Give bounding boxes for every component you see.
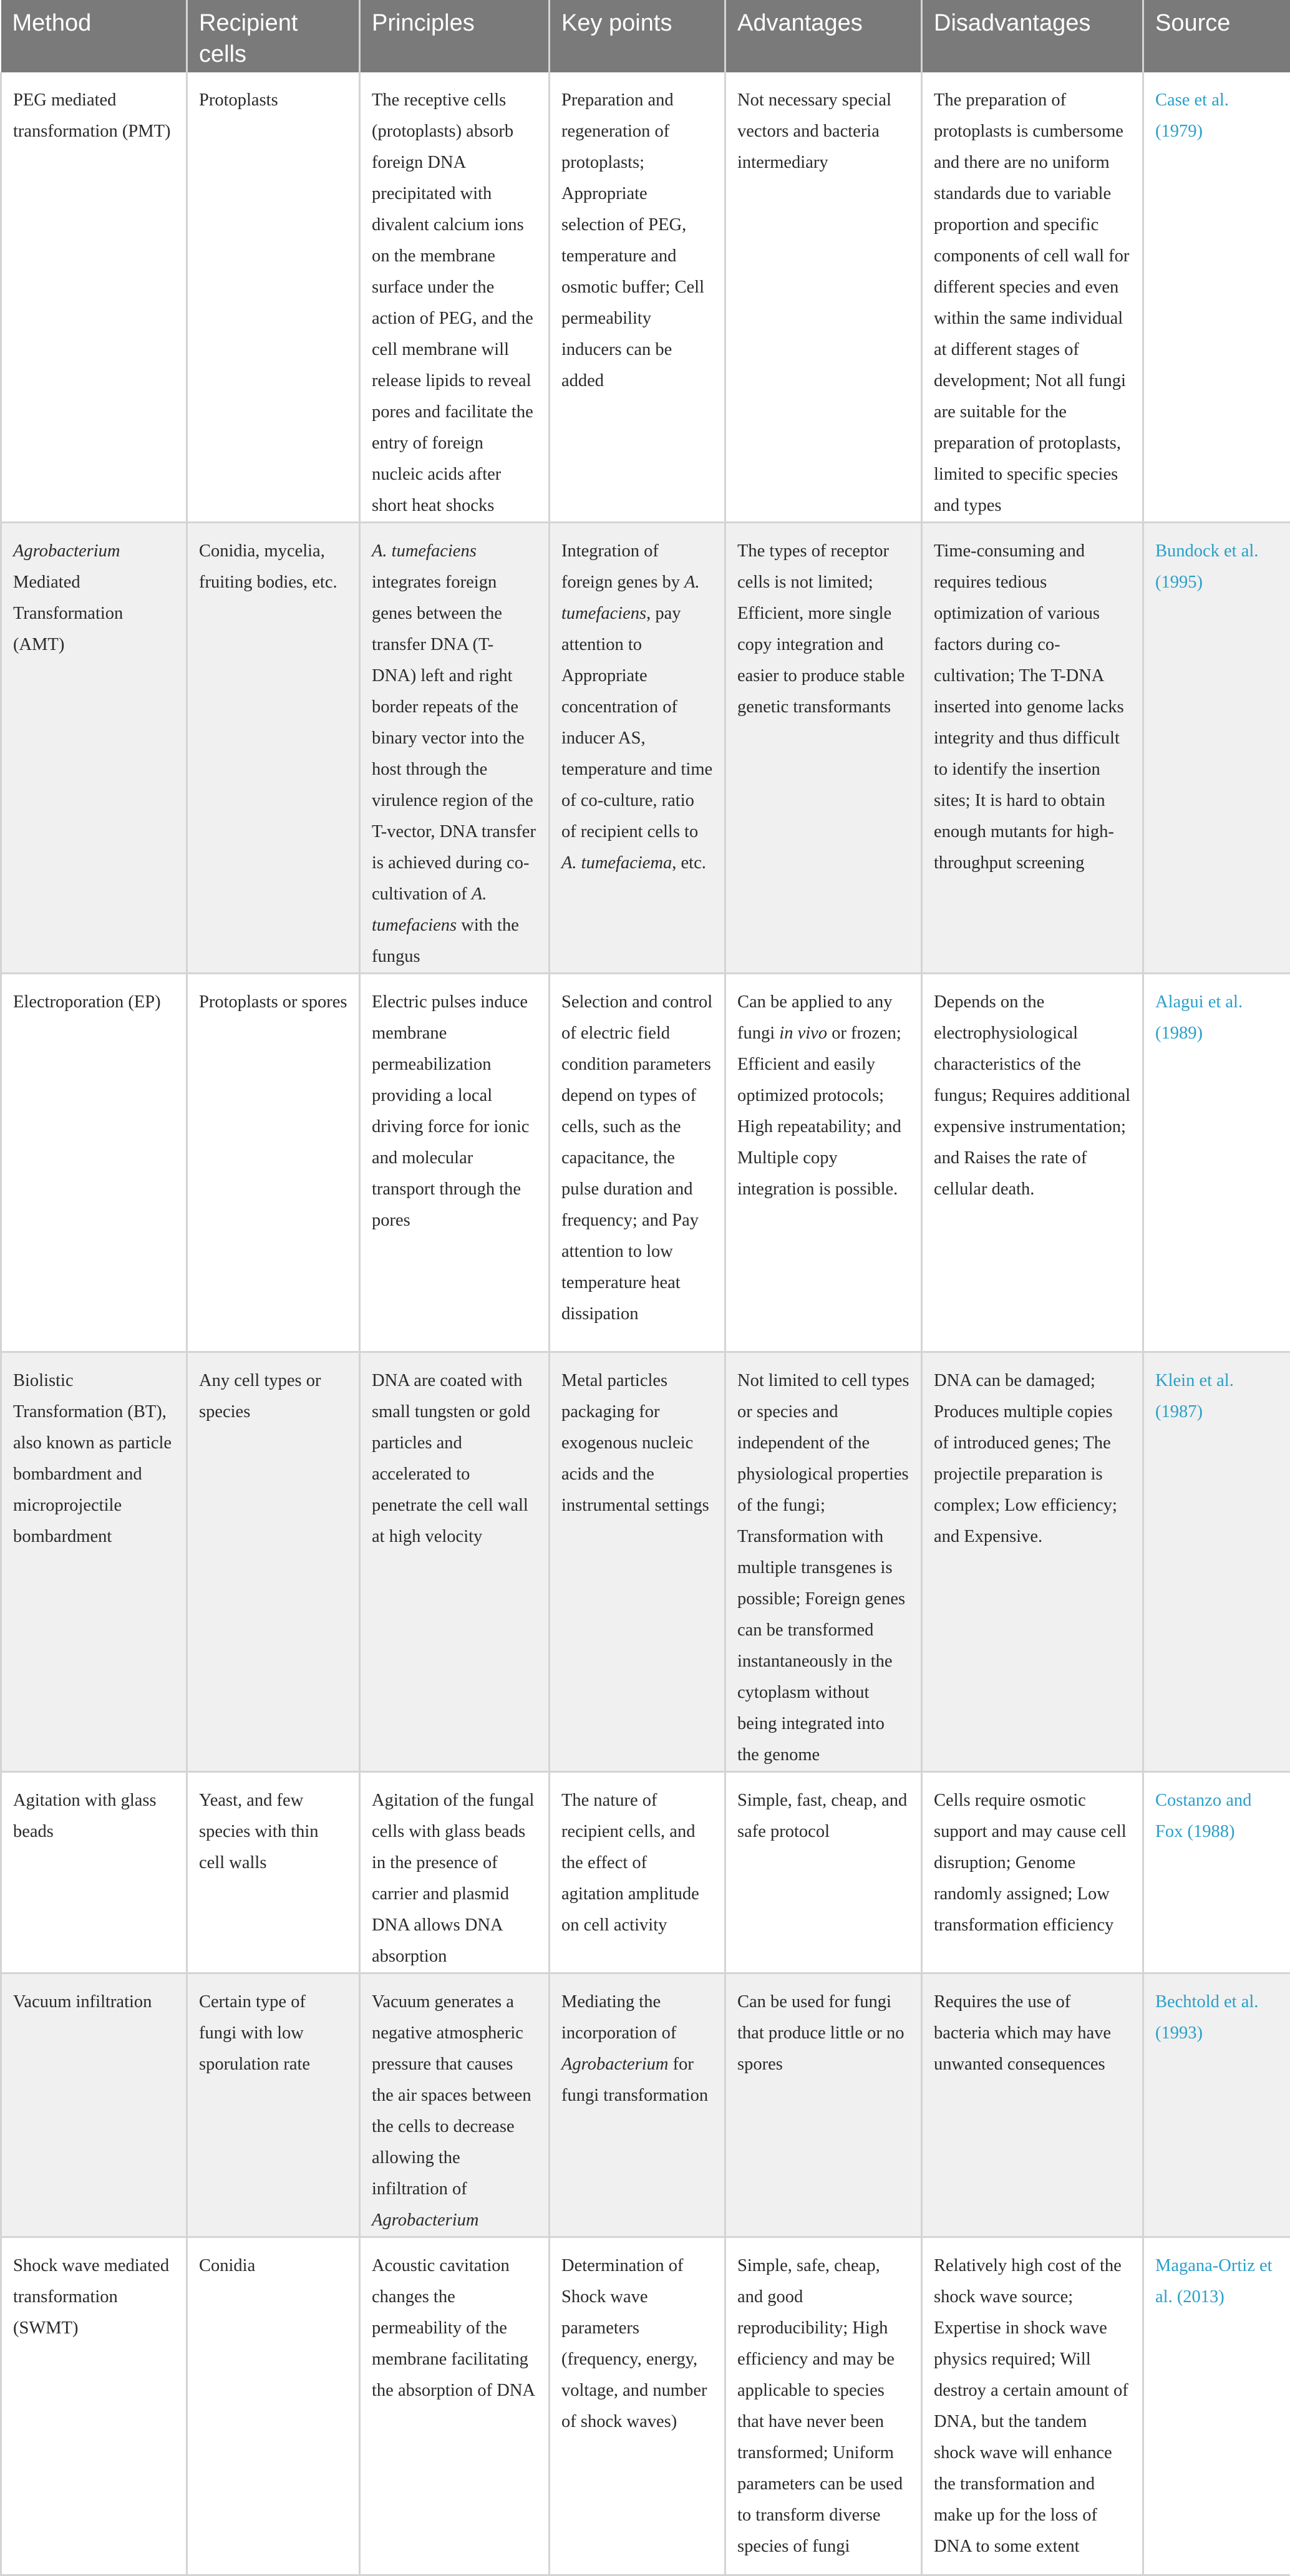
cell-text: Mediating the incorporation of <box>561 1992 676 2043</box>
advantages-cell <box>725 523 922 974</box>
table-header <box>1 0 1290 72</box>
recipient-cells-cell <box>187 974 360 1352</box>
principles-cell <box>360 1352 550 1772</box>
cell-text: Integration of foreign genes by <box>561 541 684 592</box>
cell-text: Biolistic Transformation (BT), also known as particle bombardment and microprojectile bombardment <box>13 1371 172 1546</box>
method-cell <box>1 72 187 523</box>
cell-text: PEG mediated transformation (PMT) <box>13 90 171 141</box>
table-row <box>1 1772 1290 1973</box>
method-cell <box>1 1772 187 1973</box>
method-cell <box>1 1352 187 1772</box>
italic-text: A. tumefaciens <box>372 884 487 935</box>
source-cell <box>1143 1352 1290 1772</box>
cell-text: DNA are coated with small tungsten or gold particles and accelerated to penetrate the cell wall at high velocity <box>372 1371 530 1546</box>
source-citation-link[interactable]: Bundock et al. (1995) <box>1155 541 1258 592</box>
advantages-cell <box>725 1973 922 2237</box>
disadvantages-cell <box>922 1973 1143 2237</box>
cell-text: Electroporation (EP) <box>13 992 161 1012</box>
cell-text: with the fungus <box>372 916 519 966</box>
disadvantages-cell <box>922 1352 1143 1772</box>
cell-text: DNA can be damaged; Produces multiple copies of introduced genes; The projectile preparation is complex; Low efficiency; and Expensive. <box>934 1371 1117 1546</box>
principles-cell <box>360 2237 550 2575</box>
advantages-cell <box>725 974 922 1352</box>
cell-text: Not limited to cell types or species and independent of the physiological properties of the fungi; Transformation with multiple transgenes is possible; Foreign genes can be transformed instantaneously in the cytoplasm without being integrated into the genome <box>737 1371 909 1765</box>
cell-text: Preparation and regeneration of protoplasts; Appropriate selection of PEG, temperature and osmotic buffer; Cell permeability inducers can be added <box>561 90 704 390</box>
header-key-points: Key points <box>550 0 725 72</box>
advantages-cell <box>725 1352 922 1772</box>
cell-text: Simple, fast, cheap, and safe protocol <box>737 1791 907 1841</box>
recipient-cells-cell <box>187 2237 360 2575</box>
disadvantages-cell <box>922 2237 1143 2575</box>
italic-text: in vivo <box>779 1024 827 1043</box>
source-cell <box>1143 1973 1290 2237</box>
principles-cell <box>360 523 550 974</box>
recipient-cells-cell <box>187 523 360 974</box>
key-points-cell <box>550 974 725 1352</box>
header-row <box>1 0 1290 72</box>
recipient-cells-cell <box>187 1772 360 1973</box>
cell-text: Protoplasts <box>199 90 278 110</box>
cell-text: The receptive cells (protoplasts) absorb foreign DNA precipitated with divalent calcium ions on the membrane surface under the action of PEG, and the cell membrane will release lipids to reveal pores and facilitate the entry of foreign nucleic acids after short heat shocks <box>372 90 533 515</box>
cell-text: Not necessary special vectors and bacteria intermediary <box>737 90 891 172</box>
header-principles: Principles <box>360 0 550 72</box>
table-row <box>1 974 1290 1352</box>
principles-cell <box>360 72 550 523</box>
header-method: Method <box>1 0 187 72</box>
source-cell <box>1143 72 1290 523</box>
cell-text: Conidia <box>199 2256 255 2275</box>
cell-text: Mediated Transformation (AMT) <box>13 573 123 654</box>
italic-text: Agrobacterium <box>561 2055 669 2074</box>
cell-text: Yeast, and few species with thin cell walls <box>199 1791 319 1872</box>
header-source: Source <box>1143 0 1290 72</box>
advantages-cell <box>725 1772 922 1973</box>
cell-text: Electric pulses induce membrane permeabilization providing a local driving force for ionic and molecular transport through the pores <box>372 992 529 1230</box>
principles-cell <box>360 1772 550 1973</box>
method-cell <box>1 1973 187 2237</box>
source-citation-link[interactable]: Klein et al. (1987) <box>1155 1371 1234 1421</box>
cell-text: Requires the use of bacteria which may have unwanted consequences <box>934 1992 1111 2074</box>
header-disadvantages: Disadvantages <box>922 0 1143 72</box>
cell-text: The types of receptor cells is not limited; Efficient, more single copy integration and easier to produce stable genetic transformants <box>737 541 904 717</box>
recipient-cells-cell <box>187 1973 360 2237</box>
recipient-cells-cell <box>187 1352 360 1772</box>
cell-text: Vacuum generates a negative atmospheric pressure that causes the air spaces between the cells to decrease allowing the infiltration of <box>372 1992 531 2199</box>
source-cell <box>1143 974 1290 1352</box>
disadvantages-cell <box>922 974 1143 1352</box>
cell-text: Acoustic cavitation changes the permeability of the membrane facilitating the absorption of DNA <box>372 2256 535 2400</box>
key-points-cell <box>550 1352 725 1772</box>
cell-text: Metal particles packaging for exogenous nucleic acids and the instrumental settings <box>561 1371 709 1515</box>
table-row <box>1 1352 1290 1772</box>
cell-text: Selection and control of electric field condition parameters depend on types of cells, such as the capacitance, the pulse duration and frequency; and Pay attention to low temperature heat dissipation <box>561 992 712 1324</box>
advantages-cell <box>725 72 922 523</box>
cell-text: Conidia, mycelia, fruiting bodies, etc. <box>199 541 337 592</box>
italic-text: A. tumefaciens <box>561 573 700 623</box>
key-points-cell <box>550 1973 725 2237</box>
header-advantages: Advantages <box>725 0 922 72</box>
table-row <box>1 2237 1290 2575</box>
source-cell <box>1143 523 1290 974</box>
table-row <box>1 1973 1290 2237</box>
cell-text: Protoplasts or spores <box>199 992 347 1012</box>
key-points-cell <box>550 72 725 523</box>
cell-text: Cells require osmotic support and may cause cell disruption; Genome randomly assigned; Low transformation efficiency <box>934 1791 1127 1935</box>
italic-text: Agrobacterium <box>372 2210 479 2230</box>
method-cell <box>1 523 187 974</box>
method-cell <box>1 2237 187 2575</box>
key-points-cell <box>550 523 725 974</box>
disadvantages-cell <box>922 523 1143 974</box>
method-cell <box>1 974 187 1352</box>
cell-text: Agitation with glass beads <box>13 1791 157 1841</box>
cell-text: Can be used for fungi that produce little or no spores <box>737 1992 904 2074</box>
recipient-cells-cell <box>187 72 360 523</box>
cell-text: , etc. <box>672 853 706 873</box>
source-citation-link[interactable]: Bechtold et al. (1993) <box>1155 1992 1258 2043</box>
cell-text: Determination of Shock wave parameters (frequency, energy, voltage, and number of shock waves) <box>561 2256 707 2431</box>
cell-text: Shock wave mediated transformation (SWMT) <box>13 2256 169 2338</box>
source-cell <box>1143 1772 1290 1973</box>
source-citation-link[interactable]: Costanzo and Fox (1988) <box>1155 1791 1251 1841</box>
principles-cell <box>360 974 550 1352</box>
cell-text: The nature of recipient cells, and the effect of agitation amplitude on cell activity <box>561 1791 699 1935</box>
cell-text: Agitation of the fungal cells with glass beads in the presence of carrier and plasmid DNA allows DNA absorption <box>372 1791 534 1966</box>
header-recipient-cells: Recipient cells <box>187 0 360 72</box>
advantages-cell <box>725 2237 922 2575</box>
cell-text: Depends on the electrophysiological characteristics of the fungus; Requires additional expensive instrumentation; and Raises the rate of cellular death. <box>934 992 1130 1199</box>
cell-text: Vacuum infiltration <box>13 1992 152 2012</box>
cell-text: Certain type of fungi with low sporulation rate <box>199 1992 310 2074</box>
italic-text: A. tumefaciens <box>372 541 477 561</box>
cell-text: Can be applied to any fungi <box>737 992 893 1043</box>
principles-cell <box>360 1973 550 2237</box>
source-citation-link[interactable]: Magana-Ortiz et al. (2013) <box>1155 2256 1273 2307</box>
cell-text: Relatively high cost of the shock wave source; Expertise in shock wave physics required; Will destroy a certain amount of DNA, but the tandem shock wave will enhance the transformation and make up for the loss of DNA to some extent <box>934 2256 1128 2556</box>
source-citation-link[interactable]: Alagui et al. (1989) <box>1155 992 1243 1043</box>
cell-text: Simple, safe, cheap, and good reproducibility; High efficiency and may be applicable to species that have never been transformed; Uniform parameters can be used to transform diverse species of fungi <box>737 2256 903 2556</box>
cell-text: Time-consuming and requires tedious optimization of various factors during co-cultivation; The T-DNA inserted into genome lacks integrity and thus difficult to identify the insertion sites; It is hard to obtain enough mutants for high-throughput screening <box>934 541 1124 873</box>
table-row <box>1 72 1290 523</box>
italic-text: Agrobacterium <box>13 541 120 561</box>
key-points-cell <box>550 1772 725 1973</box>
cell-text: or frozen; Efficient and easily optimized protocols; High repeatability; and Multiple copy integration is possible. <box>737 1024 901 1199</box>
cell-text: integrates foreign genes between the transfer DNA (T-DNA) left and right border repeats of the binary vector into the host through the virulence region of the T-vector, DNA transfer is achieved during co-cultivation of <box>372 573 536 904</box>
source-citation-link[interactable]: Case et al. (1979) <box>1155 90 1229 141</box>
cell-text: , pay attention to Appropriate concentration of inducer AS, temperature and time of co-culture, ratio of recipient cells to <box>561 604 712 841</box>
cell-text: for fungi transformation <box>561 2055 708 2105</box>
disadvantages-cell <box>922 72 1143 523</box>
italic-text: A. tumefaciema <box>561 853 672 873</box>
disadvantages-cell <box>922 1772 1143 1973</box>
table-body <box>1 72 1290 2575</box>
table-row <box>1 523 1290 974</box>
key-points-cell <box>550 2237 725 2575</box>
source-cell <box>1143 2237 1290 2575</box>
cell-text: The preparation of protoplasts is cumbersome and there are no uniform standards due to variable proportion and specific components of cell wall for different species and even within the same individual at different stages of development; Not all fungi are suitable for the preparation of protoplasts, limited to specific species and types <box>934 90 1129 515</box>
cell-text: Any cell types or species <box>199 1371 321 1421</box>
